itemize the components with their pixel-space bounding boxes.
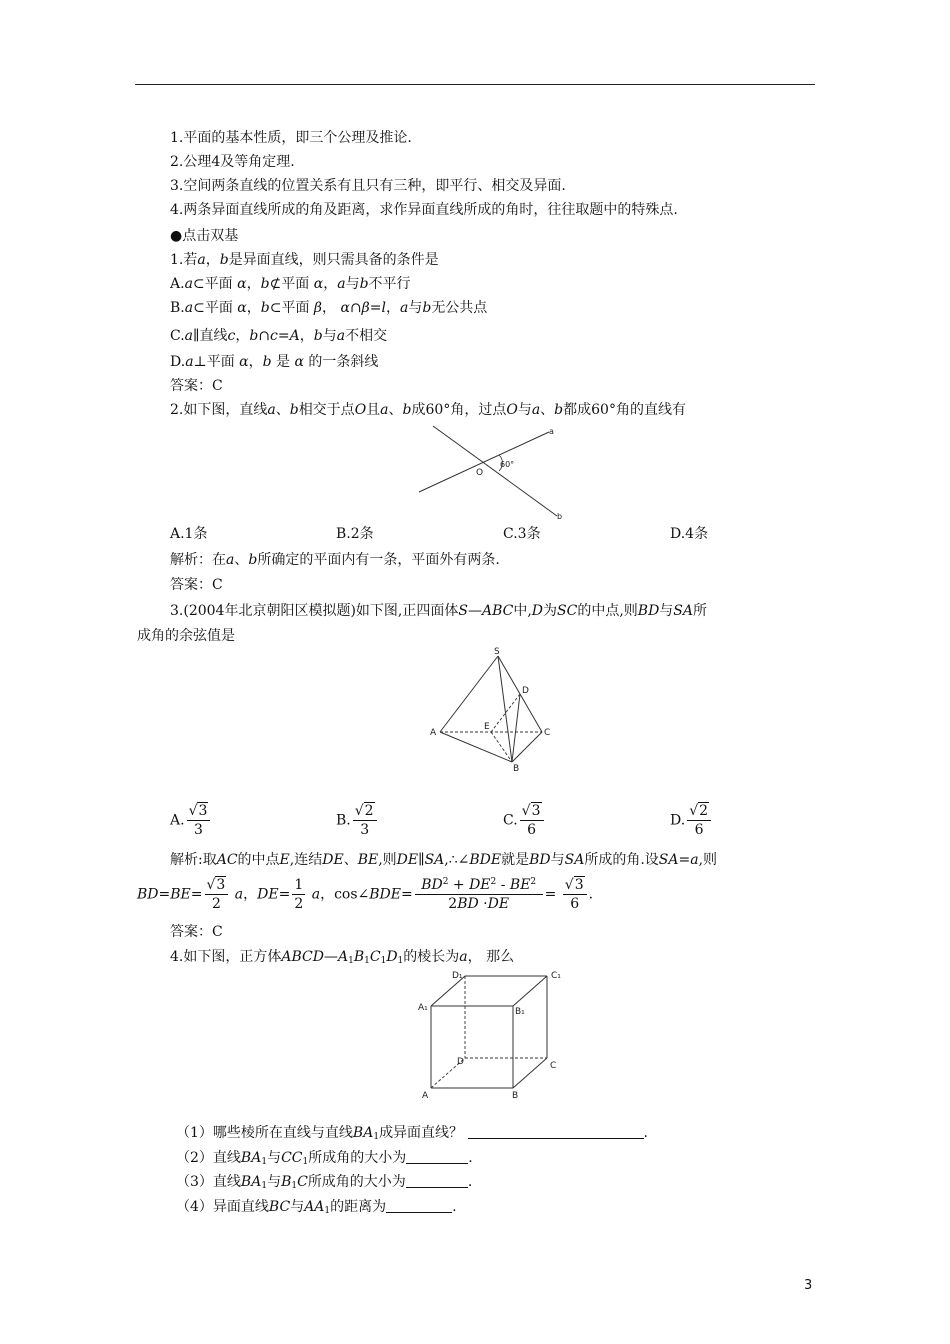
q4-stem: 4.如下图，正方体$ABCD—A_1B_1C_1D_1$的棱长为a， 那么 [170,949,515,966]
answer-blank-4[interactable] [386,1198,452,1213]
q3-analysis: 解析:取AC的中点E,连结DE、BE,则DE∥SA,∴∠BDE就是BD与SA所成的角.设SA=a,则 [170,852,718,868]
label-a: a [549,427,554,436]
label-a: A [422,1091,429,1101]
q1-answer: 答案：C [170,378,223,394]
q2-option-d: D.4条 [670,526,709,542]
label-d: D [457,1057,464,1067]
label-c: C [544,728,551,738]
answer-blank-2[interactable] [406,1149,468,1164]
answer-blank-3[interactable] [406,1173,468,1188]
q3-stem-line1: 3.(2004年北京朝阳区模拟题)如下图,正四面体S—ABC中,D为SC的中点,则BD与SA所 [170,603,707,619]
header-rule [135,84,815,85]
q3-answer: 答案：C [170,924,223,940]
q3-analysis-formula: BD=BE= $\frac{√3}{2}$ a，DE= $\frac{1}{2}$ a，cos∠BDE= $\frac{BD^2 + DE^2 - BE^2}{2BD \cdot DE}$ = $\frac{√3}{6}$ . [137,877,594,912]
summary-item-2: 2.公理4及等角定理. [170,154,295,170]
q2-stem: 2.如下图，直线a、b相交于点O且a、b成60°角，过点O与a、b都成60°角的直线有 [170,402,686,418]
label-s: S [494,647,500,657]
q3-figure-tetrahedron [426,644,556,774]
summary-item-4: 4.两条异面直线所成的角及距离，求作异面直线所成的角时，往往取题中的特殊点. [170,202,678,218]
q2-answer: 答案：C [170,577,223,593]
q2-option-a: A.1条 [170,526,208,542]
label-b: B [513,764,520,774]
label-c1: C₁ [551,971,561,981]
label-a: A [430,728,437,738]
page-number: 3 [804,1278,813,1293]
q2-option-b: B.2条 [336,526,374,542]
q4-sub-2: （2）直线$BA_1$与$CC_1$所成角的大小为 . [176,1150,473,1167]
label-b: B [512,1091,519,1101]
q1-option-a: A.a⊂平面 α，b⊄平面 α，a与b不平行 [170,276,411,292]
q3-stem-line2: 成角的余弦值是 [137,628,235,644]
q4-sub-4: （4）异面直线BC与$AA_1$的距离为 . [176,1199,457,1216]
q3-option-a: A. $\frac{√3}{3}$ [170,802,212,839]
line-b [433,426,557,516]
q1-option-d: D.a⊥平面 α，b 是 α 的一条斜线 [170,354,379,370]
label-d1: D₁ [452,971,463,981]
q4-sub-1: （1）哪些棱所在直线与直线$BA_1$成异面直线？ . [176,1125,648,1142]
label-d: D [522,686,529,696]
q1-option-c: C.a∥直线c，b∩c=A，b与a不相交 [170,328,388,344]
q1-stem: 1.若a，b是异面直线，则只需具备的条件是 [170,252,439,268]
q3-option-c: C. $\frac{√3}{6}$ [503,802,546,839]
q2-analysis: 解析：在a、b所确定的平面内有一条，平面外有两条. [170,552,500,568]
label-e: E [484,722,490,732]
label-b: b [557,512,563,521]
summary-item-3: 3.空间两条直线的位置关系有且只有三种，即平行、相交及异面. [170,178,566,194]
q2-option-c: C.3条 [503,526,541,542]
q2-figure-intersecting-lines [415,422,575,524]
q3-option-b: B. $\frac{√2}{3}$ [336,802,379,839]
section-title: ●点击双基 [170,228,239,244]
label-angle: 60° [500,460,515,469]
q4-figure-cube [414,966,574,1102]
label-o: O [476,468,484,478]
answer-blank-1[interactable] [468,1124,644,1139]
label-b1: B₁ [515,1007,525,1017]
summary-item-1: 1.平面的基本性质，即三个公理及推论. [170,130,412,146]
line-a [419,432,549,492]
label-c: C [550,1061,557,1071]
q3-option-d: D. $\frac{√2}{6}$ [670,802,713,839]
label-a1: A₁ [418,1003,428,1013]
q1-option-b: B.a⊂平面 α，b⊂平面 β， α∩β=l，a与b无公共点 [170,300,488,316]
q4-sub-3: （3）直线$BA_1$与$B_1C$所成角的大小为 . [176,1174,473,1191]
